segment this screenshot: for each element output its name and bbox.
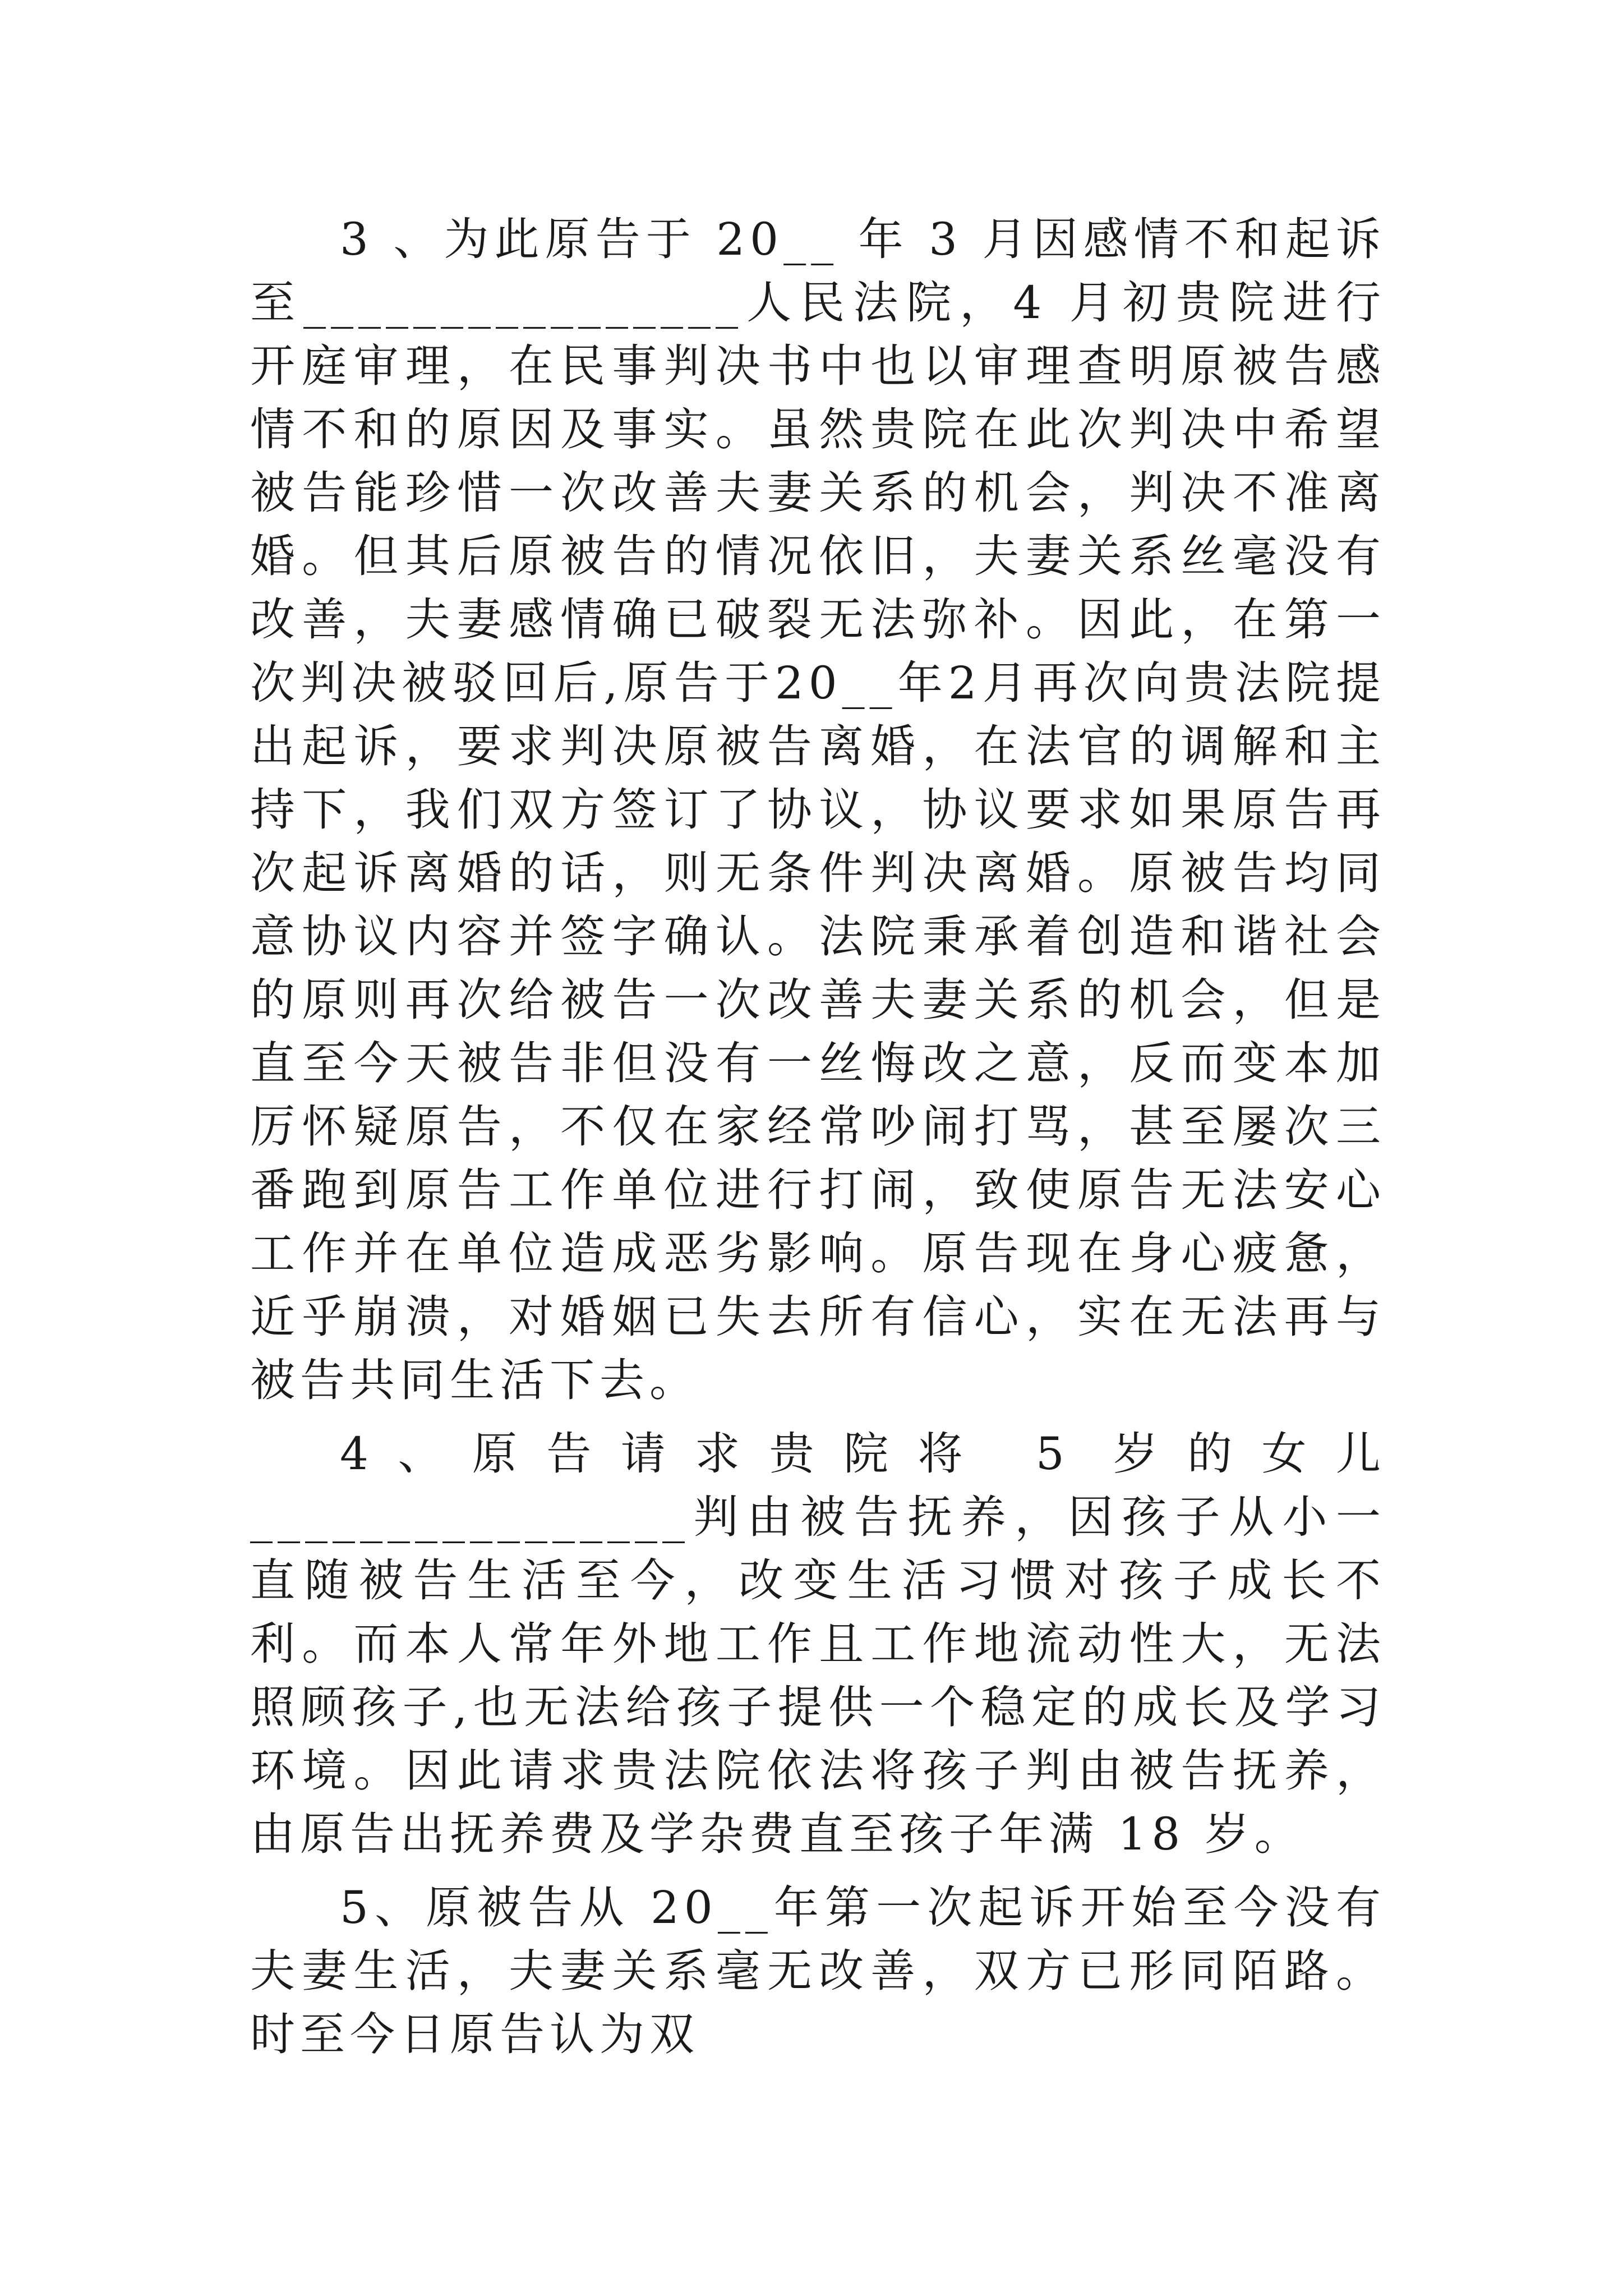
paragraph-5: 5、原被告从 20__年第一次起诉开始至今没有夫妻生活，夫妻关系毫无改善，双方已形同陌路。时至今日原告认为双 bbox=[250, 1881, 1386, 2060]
paragraph-3: 3 、为此原告于 20__ 年 3 月因感情不和起诉至________________人民法院，4 月初贵院进行开庭审理，在民事判决书中也以审理查明原被告感情不和的原因及事实。虽然贵院在此次判决中希望被告能珍惜一次改善夫妻关系的机会，判决不准离婚。但其后原被告的情况依旧，夫妻关系丝毫没有改善，夫妻感情确已破裂无法弥补。因此，在第一次判决被驳回后,原告于20__年2月再次向贵法院提出起诉，要求判决原被告离婚，在法官的调解和主持下，我们双方签订了协议，协议要求如果原告再次起诉离婚的话，则无条件判决离婚。原被告均同意协议内容并签字确认。法院秉承着创造和谐社会的原则再次给被告一次改善夫妻关系的机会，但是直至今天被告非但没有一丝悔改之意，反而变本加厉怀疑原告，不仅在家经常吵闹打骂，甚至屡次三番跑到原告工作单位进行打闹，致使原告无法安心工作并在单位造成恶劣影响。原告现在身心疲惫，近乎崩溃，对婚姻已失去所有信心，实在无法再与被告共同生活下去。 bbox=[250, 213, 1386, 1406]
paragraph-4: 4、原告请求贵院将 5 岁的女儿________________判由被告抚养，因孩子从小一直随被告生活至今，改变生活习惯对孩子成长不利。而本人常年外地工作且工作地流动性大，无法照顾孩子,也无法给孩子提供一个稳定的成长及学习环境。因此请求贵法院依法将孩子判由被告抚养，由原告出抚养费及学杂费直至孩子年满 18 岁。 bbox=[250, 1428, 1386, 1860]
document-body bbox=[250, 208, 1386, 2076]
